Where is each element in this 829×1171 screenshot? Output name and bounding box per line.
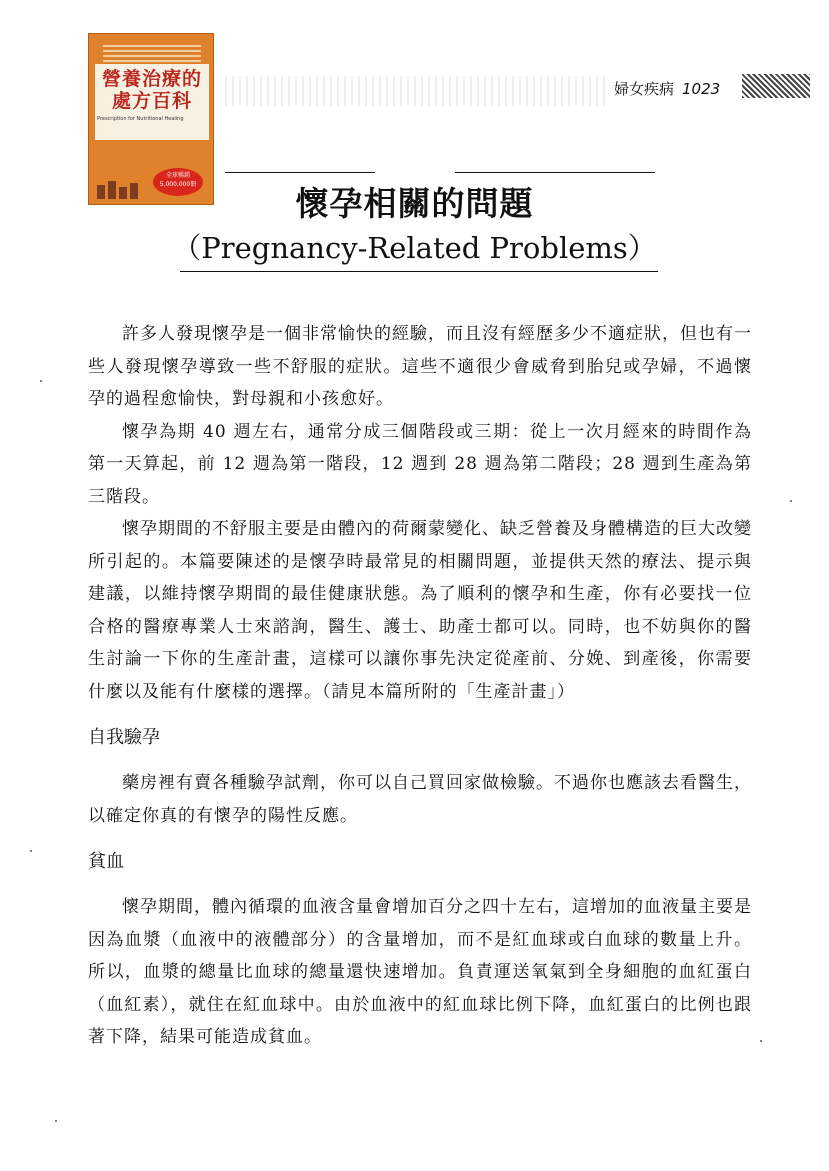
paragraph-intro: 許多人發現懷孕是一個非常愉快的經驗，而且沒有經歷多少不適症狀，但也有一些人發現懷孕導致一些不舒服的症狀。這些不適很少會威脅到胎兒或孕婦，不過懷孕的過程愈愉快，對母親和小孩愈好。 xyxy=(88,324,752,409)
cover-title-line2: 處方百科 xyxy=(111,90,192,112)
section-heading-self-test: 自我驗孕 xyxy=(88,727,160,748)
header-section: 婦女疾病 xyxy=(614,80,675,98)
section-heading-anemia: 貧血 xyxy=(88,851,124,872)
paragraph-self-test: 藥房裡有賣各種驗孕試劑，你可以自己買回家做檢驗。不過你也應該去看醫生，以確定你真的有懷孕的陽性反應。 xyxy=(88,773,752,826)
scan-speck xyxy=(760,1040,762,1042)
paragraph-discomfort: 懷孕期間的不舒服主要是由體內的荷爾蒙變化、缺乏營養及身體構造的巨大改變所引起的。本篇要陳述的是懷孕時最常見的相關問題，並提供天然的療法、提示與建議，以維持懷孕期間的最佳健康狀態。為了順利的懷孕和生產，你有必要找一位合格的醫療專業人士來諮詢，醫生、護士、助產士都可以。同時，也不妨與你的醫生討論一下你的生產計畫，這樣可以讓你事先決定從產前、分娩、到產後，你需要什麼以及能有什麼樣的選擇。（請見本篇所附的「生產計畫」） xyxy=(88,519,752,702)
cover-title-box xyxy=(95,64,209,140)
scan-speck xyxy=(790,500,792,502)
cover-subtitle: Prescription for Nutritional Healing xyxy=(97,116,184,122)
running-header xyxy=(614,78,720,99)
paragraph-duration: 懷孕為期 40 週左右，通常分成三個階段或三期：從上一次月經來的時間作為第一天算起，前 12 週為第一階段，12 週到 28 週為第二階段；28 週到生產為第三階段。 xyxy=(88,421,752,507)
scan-speck xyxy=(30,850,32,852)
title-rule-top-left xyxy=(225,172,375,173)
cover-badge: 全球暢銷 5,000,000冊 xyxy=(153,168,203,196)
cover-title-line1: 營養治療的 xyxy=(101,68,202,90)
header-scan-noise xyxy=(225,76,609,106)
scan-speck xyxy=(40,380,42,382)
title-rule-top-right xyxy=(455,172,655,173)
page-title-english: （Pregnancy-Related Problems） xyxy=(172,231,657,265)
page-number: 1023 xyxy=(682,80,721,98)
article-body xyxy=(88,318,752,1054)
scan-speck xyxy=(55,1120,57,1122)
page-title-chinese: 懷孕相關的問題 xyxy=(295,184,534,223)
cover-decoration xyxy=(103,42,201,65)
paragraph-anemia: 懷孕期間，體內循環的血液含量會增加百分之四十左右，這增加的血液量主要是因為血漿（血液中的液體部分）的含量增加，而不是紅血球或白血球的數量上升。所以，血漿的總量比血球的總量還快速增加。負責運送氧氣到全身細胞的血紅蛋白（血紅素），就住在紅血球中。由於血液中的紅血球比例下降，血紅蛋白的比例也跟著下降，結果可能造成貧血。 xyxy=(88,897,752,1047)
header-dither-mark xyxy=(742,74,810,98)
title-rule-bottom xyxy=(180,271,658,272)
